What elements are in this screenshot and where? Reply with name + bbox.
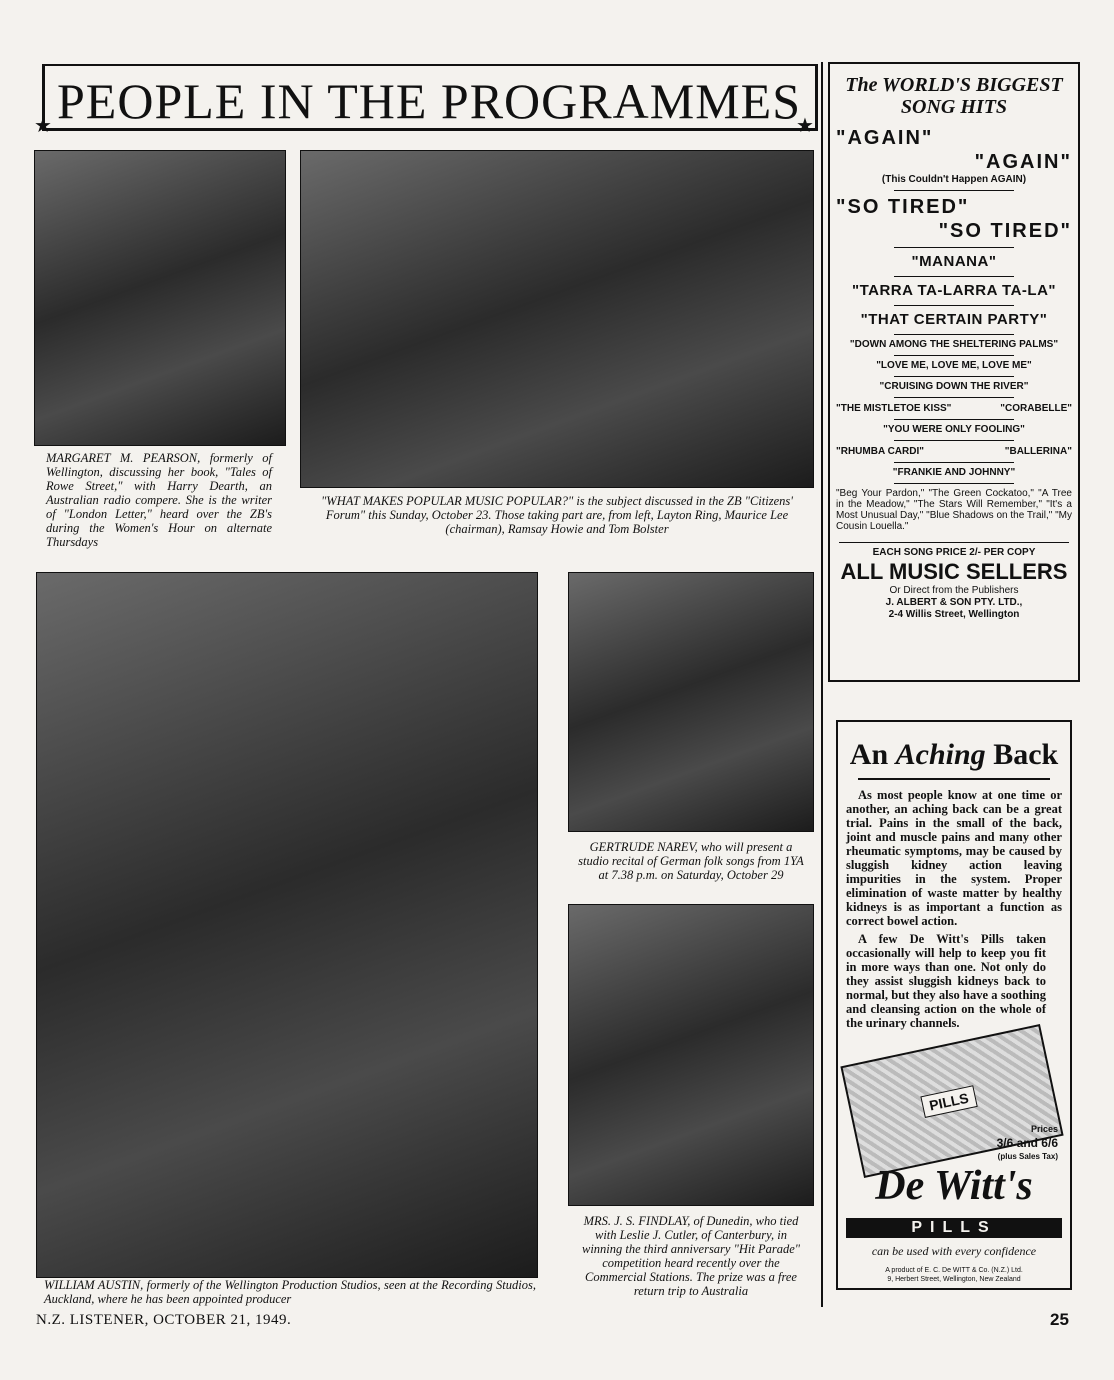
ad-headline-an: An: [849, 738, 896, 771]
footer-publication: N.Z. LISTENER, OCTOBER 21, 1949.: [36, 1312, 292, 1328]
song-mistletoe: "THE MISTLETOE KISS": [836, 403, 952, 414]
prices-value: 3/6 and 6/6: [996, 1136, 1058, 1150]
song-tarra: "TARRA TA-LARRA TA-LA": [851, 282, 1057, 299]
divider: [894, 397, 1014, 398]
caption-william-austin: WILLIAM AUSTIN, formerly of the Wellington Production Studios, seen at the Recording Studios, Auckland, where he has been appointed producer: [44, 1278, 536, 1306]
sales-tax-note: (plus Sales Tax): [997, 1152, 1058, 1161]
page-number: 25: [1050, 1310, 1069, 1329]
photo-pearson: [34, 150, 286, 446]
song-rhumba: "RHUMBA CARDI": [836, 446, 924, 457]
maker-info: [838, 1266, 1070, 1284]
page-title: PEOPLE IN THE PROGRAMMES: [57, 73, 801, 129]
dewitts-pills-advert: [836, 720, 1072, 1290]
divider: [894, 247, 1014, 248]
song-manana: "MANANA": [911, 253, 997, 270]
song-frankie: "FRANKIE AND JOHNNY": [892, 467, 1016, 478]
song-hits-advert: [828, 62, 1080, 682]
ad-title-line1: The WORLD'S BIGGEST: [845, 74, 1063, 96]
divider: [894, 376, 1014, 377]
pills-banner: PILLS: [846, 1218, 1062, 1238]
caption-gertrude-narev: GERTRUDE NAREV, who will present a studio recital of German folk songs from 1YA at 7.38 p.m. on Saturday, October 29: [578, 840, 804, 882]
caption-citizens-forum: "WHAT MAKES POPULAR MUSIC POPULAR?" is the subject discussed in the ZB "Citizens' Forum" this Sunday, October 23. Those taking part are, from left, Layton Ring, Maurice Lee (chairman), Ramsay Howie and Tom Bolster: [321, 494, 793, 536]
ad-headline-back: Back: [985, 738, 1059, 771]
publisher-address: 2-4 Willis Street, Wellington: [888, 609, 1020, 620]
song-corabelle: "CORABELLE": [1000, 403, 1072, 414]
divider: [839, 542, 1069, 543]
dewitts-brand: De Witt's: [875, 1163, 1033, 1209]
ad-paragraph-2: A few De Witt's Pills taken occasionally will help to keep you fit in more ways than one. Not only do they assist sluggish kidneys back to normal, but they also have a soothing and cleansing action on the whole of the urinary channels.: [846, 932, 1046, 1030]
star-icon: ★: [34, 115, 52, 137]
song-cruising: "CRUISING DOWN THE RIVER": [879, 381, 1029, 392]
divider: [894, 419, 1014, 420]
prices-label: Prices: [1030, 1124, 1058, 1134]
song-party: "THAT CERTAIN PARTY": [860, 311, 1048, 328]
song-fooling: "YOU WERE ONLY FOOLING": [883, 424, 1025, 435]
photo-william-austin: [36, 572, 538, 1278]
divider: [894, 334, 1014, 335]
song-again-1: "AGAIN": [836, 127, 934, 149]
all-music-sellers: ALL MUSIC SELLERS: [840, 559, 1068, 584]
divider: [894, 276, 1014, 277]
ad-headline: [846, 736, 1062, 774]
song-row-mistletoe: [836, 402, 1072, 415]
divider: [894, 355, 1014, 356]
divider: [894, 483, 1014, 484]
divider: [894, 462, 1014, 463]
song-tired-2: "SO TIRED": [938, 220, 1072, 242]
divider: [858, 778, 1050, 780]
photo-mrs-findlay: [568, 904, 814, 1206]
song-down-among: "DOWN AMONG THE SHELTERING PALMS": [849, 339, 1059, 350]
direct-from-publishers: Or Direct from the Publishers: [889, 585, 1019, 596]
maker-line-2: 9, Herbert Street, Wellington, New Zealand: [887, 1276, 1021, 1283]
song-others-list: "Beg Your Pardon," "The Green Cockatoo," "A Tree in the Meadow," "The Stars Will Remember," "It's a Most Unusual Day," "Blue Shadows on the Trail," "My Cousin Louella.": [836, 488, 1072, 532]
song-tired-1: "SO TIRED": [836, 196, 970, 218]
maker-line-1: A product of E. C. De WITT & Co. (N.Z.) Ltd.: [885, 1267, 1023, 1274]
star-icon: ★: [796, 115, 814, 137]
publisher-name: J. ALBERT & SON PTY. LTD.,: [885, 597, 1023, 608]
song-ballerina: "BALLERINA": [1004, 446, 1072, 457]
divider: [894, 305, 1014, 306]
song-again-note: (This Couldn't Happen AGAIN): [881, 174, 1027, 185]
song-again-2: "AGAIN": [974, 151, 1072, 173]
pill-box-label: PILLS: [920, 1085, 977, 1118]
divider: [894, 440, 1014, 441]
song-love-me: "LOVE ME, LOVE ME, LOVE ME": [876, 360, 1032, 371]
photo-gertrude-narev: [568, 572, 814, 832]
song-row-rhumba: [836, 445, 1072, 458]
caption-pearson: MARGARET M. PEARSON, formerly of Wellington, discussing her book, "Tales of Rowe Street," with Harry Dearth, an Australian radio compere. She is the writer of "London Letter," heard over the ZB's during the Women's Hour on alternate Thursdays: [46, 451, 272, 549]
column-divider: [821, 62, 823, 1307]
photo-citizens-forum: [300, 150, 814, 488]
ad-headline-aching: Aching: [895, 738, 986, 771]
price-block: [997, 1122, 1058, 1164]
ad-title-line2: SONG HITS: [900, 96, 1008, 118]
divider: [894, 190, 1014, 191]
caption-mrs-findlay: MRS. J. S. FINDLAY, of Dunedin, who tied with Leslie J. Cutler, of Canterbury, in winning the third anniversary "Hit Parade" competition heard recently over the Commercial Stations. The prize was a free return trip to Australia: [581, 1214, 800, 1298]
confidence-slogan: can be used with every confidence: [871, 1244, 1037, 1258]
song-price: EACH SONG PRICE 2/- PER COPY: [872, 547, 1036, 558]
ad-paragraph-1: As most people know at one time or another, an aching back can be a great trial. Pains in the small of the back, joint and muscle pains and many other rheumatic symptoms, may be caused by sluggish kidney action leaving impurities in the system. Proper elimination of waste matter by healthy kidneys is as important a function as correct bowel action.: [846, 788, 1062, 928]
